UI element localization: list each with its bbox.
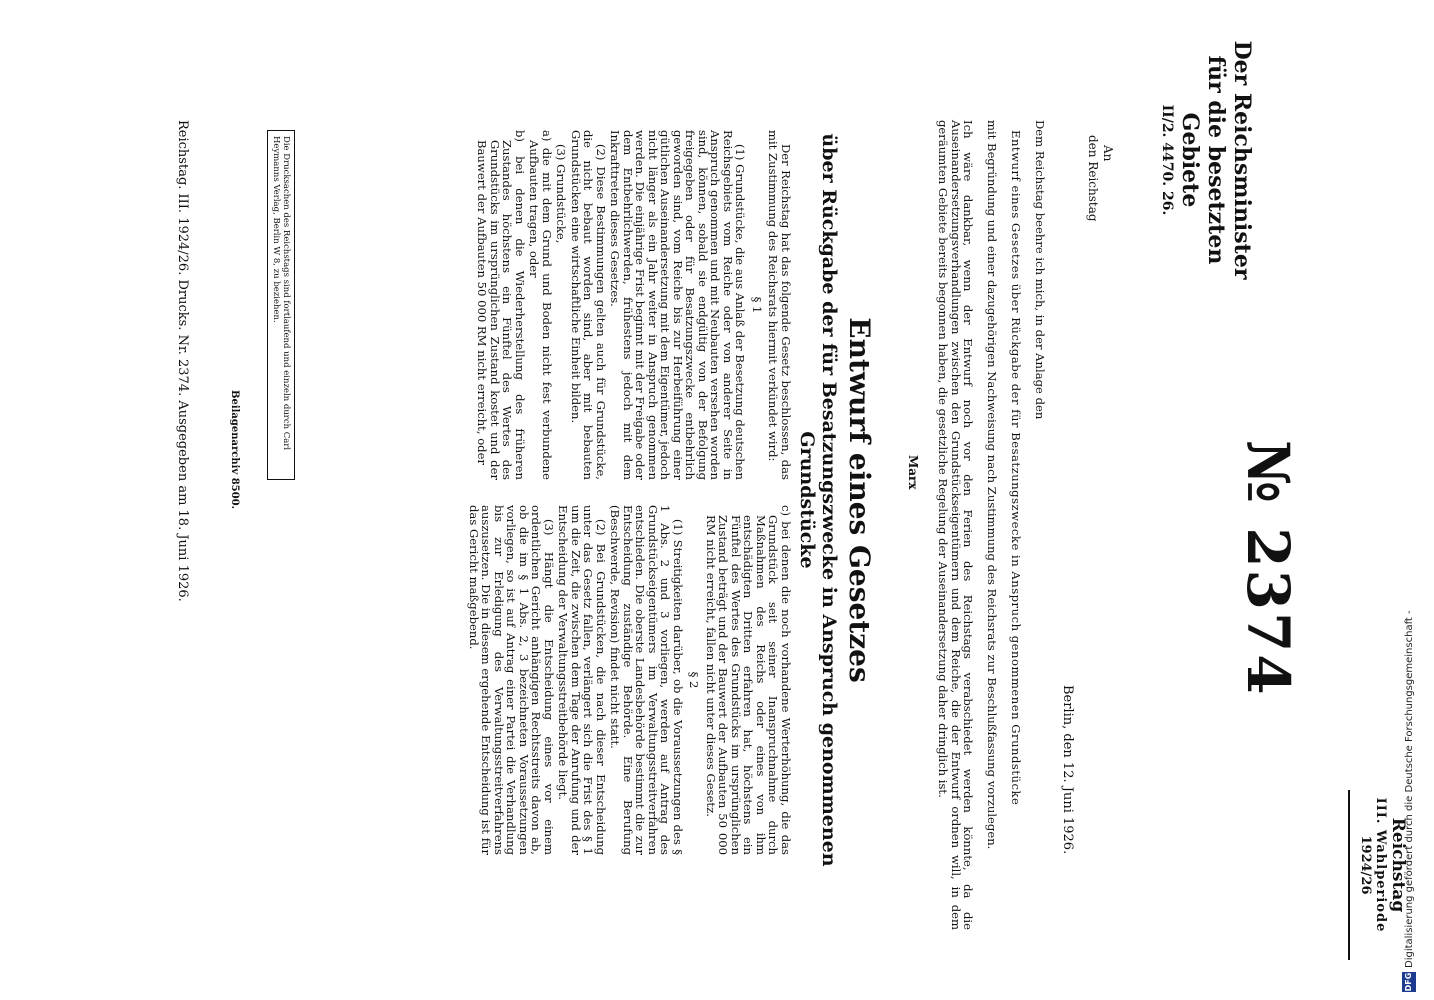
section-1-item-a: a) die mit dem Grund und Boden nicht fest verbundene Aufbauten tragen, oder (527, 130, 554, 480)
right-column (466, 505, 793, 855)
reichstag-label: Reichstag (1388, 817, 1408, 913)
section-1-para-2: (2) Diese Bestimmungen gelten auch für Grundstücke, die nicht bebaut worden sind, aber mit bebauten Grundstücken eine wirtschaftliche Einheit bilden. (569, 130, 608, 480)
section-1-item-b: b) bei denen die Wiederherstellung des früheren Zustandes höchstens ein Fünftel des Wertes des Grundstücks im ursprünglichen Zustand kostet und der Bauwert der Aufbauten 50 000 RM nicht erreicht, oder (475, 130, 527, 480)
period-label: 1924/26 (1358, 835, 1373, 895)
draft-subtitle (796, 130, 840, 870)
section-1-item-c: c) bei denen die noch vorhandene Werterhöhung, die das Grundstück seit seiner Inanspruchnahme durch Maßnahmen des Reichs oder eines von ihm entschädigten Dritten erfahren hat, höchstens ein Fünftel des Wertes des Grundstücks im ursprünglichen Zustand beträgt und der Bauwert der Aufbauten 50 000 RM nicht erreicht, fallen nicht unter dieses Gesetz. (704, 505, 793, 855)
publisher-note: Die Drucksachen des Reichstags sind fortlaufend und einzeln durch Carl Heymanns Verlag, Berlin W 8, zu beziehen. (267, 130, 295, 480)
draft-title-line-2: über Rückgabe der für Besatzungszwecke in Anspruch genommenen (818, 133, 840, 867)
signature: Marx (906, 455, 920, 490)
section-1-heading: § 1 (750, 296, 764, 314)
draft-title (843, 300, 875, 700)
print-info: Reichstag. III. 1924/26. Drucks. Nr. 2374. Ausgegeben am 18. Juni 1926. (175, 120, 190, 602)
document-number: № 2374 (1234, 440, 1302, 697)
letter-request: Ich wäre dankbar, wenn der Entwurf noch vor den Ferien des Reichstags verabschiedet werden könnte, da die Auseinandersetzungsverhandlungen zwischen den Grundstückseigentümern und dem Reiche, die der Entwurf ordnen will, in dem geräumten Gebiete bereits begonnen haben, die gesetzliche Regelung der Auseinandersetzung daher dringlich ist. (936, 120, 976, 930)
ministry-header (1159, 30, 1255, 290)
section-1-para-1: (1) Grundstücke, die aus Anlaß der Besetzung deutschen Reichsgebiets vom Reiche oder von anderer Seite in Anspruch genommen und mit Neubauten versehen worden sind, können, sobald sie endgültig von der Befolgung freigegeben oder für Besatzungszwecke entbehrlich geworden sind, vom Reiche bis zur Herbeiführung einer gütlichen Auseinandersetzung mit dem Eigentümer, jedoch nicht länger als ein Jahr weiter in Anspruch genommen werden. Die einjährige Frist beginnt mit der Freigabe oder dem Entbehrlichwerden, frühestens jedoch mit dem Inkrafttreten dieses Gesetzes. (608, 130, 748, 480)
header-rule (1348, 790, 1350, 960)
reichstag-header (1358, 790, 1408, 940)
credit-text: Digitalisierung gefördert durch die Deutsche Forschungsgemeinschaft - (1404, 610, 1415, 968)
draft-intro: Der Reichstag hat das folgende Gesetz beschlossen, das mit Zustimmung des Reichsrats hiermit verkündet wird: (766, 130, 793, 480)
section-2-para-1: (1) Streitigkeiten darüber, ob die Voraussetzungen des § 1 Abs. 2 und 3 vorliegen, werden auf Antrag des Grundstückseigentümers im Verwaltungsstreitverfahren entschieden. Die oberste Landesbehörde bestimmt die zur Entscheidung zuständige Behörde. Eine Berufung (Beschwerde, Revision) findet nicht statt. (608, 505, 685, 855)
section-2-heading: § 2 (687, 671, 702, 689)
file-number: II/2. 4470. 26. (1159, 104, 1175, 216)
letter-intro: Dem Reichstag beehre ich mich, in der Anlage den (1033, 120, 1048, 420)
salutation-line-2: den Reichstag (1086, 135, 1100, 222)
letter-draft-title: Entwurf eines Gesetzes über Rückgabe der für Besatzungszwecke in Anspruch genommenen Grundstücke (1009, 130, 1024, 806)
letter-body (925, 120, 1058, 930)
salutation (1085, 135, 1115, 222)
document-page (170, 0, 1420, 1000)
salutation-line-1: An (1101, 145, 1115, 162)
ministry-name: Der Reichsminister für die besetzten Gebiete (1177, 40, 1255, 280)
archive-label: Beilagenarchiv 8500. (229, 390, 240, 510)
digitization-credit (1402, 610, 1416, 992)
draft-title-line-3: Grundstücke (796, 431, 818, 569)
dfg-logo-icon: DFG (1402, 972, 1416, 992)
wahlperiode-label: III. Wahlperiode (1373, 797, 1388, 933)
letter-intro-end: mit Begründung und einer dazugehörigen Nachweisung nach Zustimmung des Reichsrats zur Beschlußfassung vorzulegen. (985, 120, 1000, 850)
section-1-para-3: (3) Grundstücke, (554, 144, 569, 244)
section-2-para-3: (3) Hängt die Entscheidung eines vor einem ordentlichen Gericht anhängigen Rechtsstreits davon ab, ob die im § 1 Abs. 2, 3 bezeichneten Voraussetzungen vorliegen, so ist auf Antrag einer Partei die Verhandlung bis zur Erledigung des Verwaltungsstreitverfahrens auszusetzen. Die in diesem ergehende Entscheidung ist für das Gericht maßgebend. (467, 505, 556, 855)
left-column (474, 130, 792, 480)
place-date: Berlin, den 12. Juni 1926. (1060, 685, 1075, 855)
draft-title-line-1: Entwurf eines Gesetzes (843, 317, 876, 683)
section-2-para-2: (2) Bei Grundstücken, die nach dieser Entscheidung unter das Gesetz fallen, verlängert sich die Frist des § 1 um die Zeit, die zwischen dem Tage der Anrufung und der Entscheidung der Verwaltungsstreitbehörde liegt. (556, 505, 608, 855)
